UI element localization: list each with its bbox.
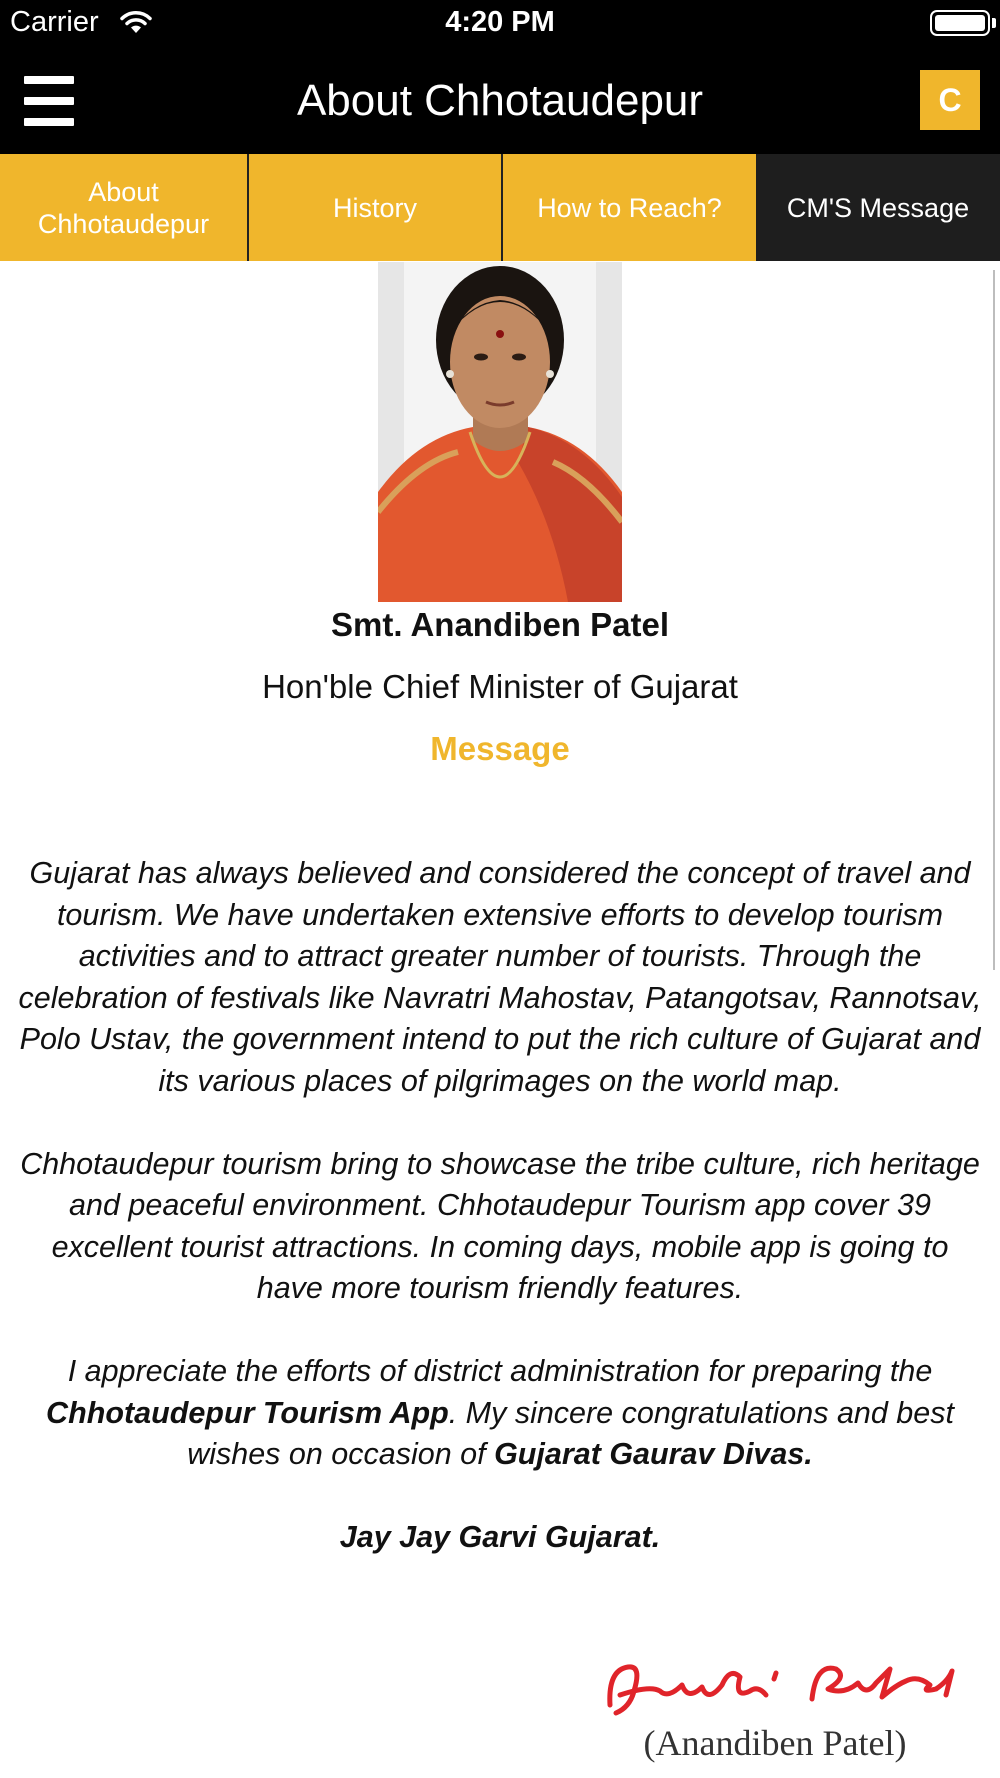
signature-name: (Anandiben Patel) — [643, 1723, 907, 1763]
tab-bar — [0, 154, 1000, 261]
tab-how-to-reach[interactable] — [503, 154, 756, 261]
message-paragraph: Chhotaudepur tourism bring to showcase the tribe culture, rich heritage and peaceful environment. Chhotaudepur Tourism app cover 39 excellent tourist attractions. In coming days, mobile app is going to have more tourism friendly features. — [20, 1146, 980, 1305]
tab-label: How to Reach? — [537, 192, 722, 223]
nav-bar — [0, 46, 1000, 154]
paragraph-text: I appreciate the efforts of district administration for preparing the — [67, 1354, 933, 1388]
person-name: Smt. Anandiben Patel — [331, 606, 669, 643]
battery-tip — [992, 18, 996, 28]
status-bar — [0, 0, 1000, 46]
tab-label: CM'S Message — [786, 192, 970, 223]
message-body — [18, 853, 982, 1600]
closing-line: Jay Jay Garvi Gujarat. — [339, 1520, 661, 1554]
battery-icon — [930, 10, 990, 36]
tab-about-chhotaudepur[interactable] — [0, 154, 247, 261]
tab-cms-message[interactable] — [756, 154, 1000, 261]
message-paragraph: Gujarat has always believed and considered the concept of travel and tourism. We have undertaken extensive efforts to develop tourism activities and to attract greater number of tourists. Through the celebration of festivals like Navratri Mahostav, Patangotsav, Rannotsav, Polo Ustav, the government intend to put the rich culture of Gujarat and its various places of pilgrimages on the world map. — [18, 856, 982, 1098]
tab-history[interactable] — [249, 154, 501, 261]
occasion-name: Gujarat Gaurav Divas. — [494, 1437, 813, 1471]
tab-label: About Chhotaudepur — [37, 176, 210, 239]
message-heading: Message — [430, 730, 570, 767]
person-title: Hon'ble Chief Minister of Gujarat — [262, 668, 738, 705]
carrier-label: Carrier — [10, 6, 99, 38]
status-time: 4:20 PM — [445, 6, 555, 38]
c-button[interactable]: C — [920, 70, 980, 130]
paragraph-text: . My sincere congratulations and best wishes on occasion of — [187, 1395, 954, 1471]
app-name: Chhotaudepur Tourism App — [46, 1395, 449, 1430]
message-paragraph — [18, 1351, 982, 1476]
page-title: About Chhotaudepur — [296, 76, 704, 125]
chief-minister-photo — [378, 262, 622, 602]
signature-image — [590, 1655, 960, 1723]
tab-label: History — [332, 192, 417, 223]
